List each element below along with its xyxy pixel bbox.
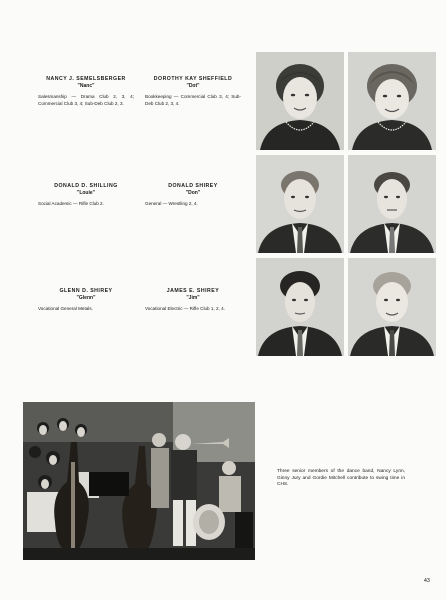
student-activities: Vocational General Metals.: [38, 306, 93, 311]
student-nickname: "Louie": [76, 190, 96, 196]
student-name: GLENN D. SHIREY: [59, 288, 113, 294]
photo-caption: Three senior members of the dance band, Nancy Lynn, Ginny Jury and Gordie Mitchell contribute to swing time in CHS.: [277, 469, 405, 488]
student-entry: [38, 288, 134, 313]
dance-band-photo: [23, 402, 255, 560]
portrait-photo: [256, 258, 344, 356]
student-name: DONALD SHIREY: [168, 183, 218, 189]
student-entry: [38, 183, 134, 208]
page-number: 43: [423, 578, 430, 584]
student-activities: Salesmanship — Drama Club 2, 3, 4; Commercial Club 3, 4; Sub-Deb Club 2, 3.: [38, 94, 134, 106]
portrait-photo: [348, 258, 436, 356]
student-nickname: "Glenn": [76, 295, 96, 301]
student-activities: Social Academic — Rifle Club 2.: [38, 201, 104, 206]
portrait-photo: [256, 155, 344, 253]
student-activities: Vocational Electric — Rifle Club 1, 2, 4.: [145, 306, 225, 311]
student-entry: [145, 76, 241, 107]
student-nickname: "Nanc": [77, 83, 95, 89]
student-activities: Bookkeeping — Commercial Club 3, 4; Sub-Deb Club 2, 3, 4.: [145, 94, 241, 106]
student-activities: General — Wrestling 2, 4.: [145, 201, 198, 206]
student-entry: [145, 288, 241, 313]
student-nickname: "Don": [185, 190, 201, 196]
student-name: NANCY J. SEMELSBERGER: [46, 76, 126, 82]
student-name: DONALD D. SHILLING: [54, 183, 118, 189]
portrait-photo: [348, 155, 436, 253]
portrait-photo: [256, 52, 344, 150]
student-name: JAMES E. SHIREY: [166, 288, 220, 294]
student-entry: [145, 183, 241, 208]
portrait-photo: [348, 52, 436, 150]
student-nickname: "Jim": [186, 295, 200, 301]
student-nickname: "Dot": [186, 83, 200, 89]
student-entry: [38, 76, 134, 107]
student-name: DOROTHY KAY SHEFFIELD: [153, 76, 233, 82]
